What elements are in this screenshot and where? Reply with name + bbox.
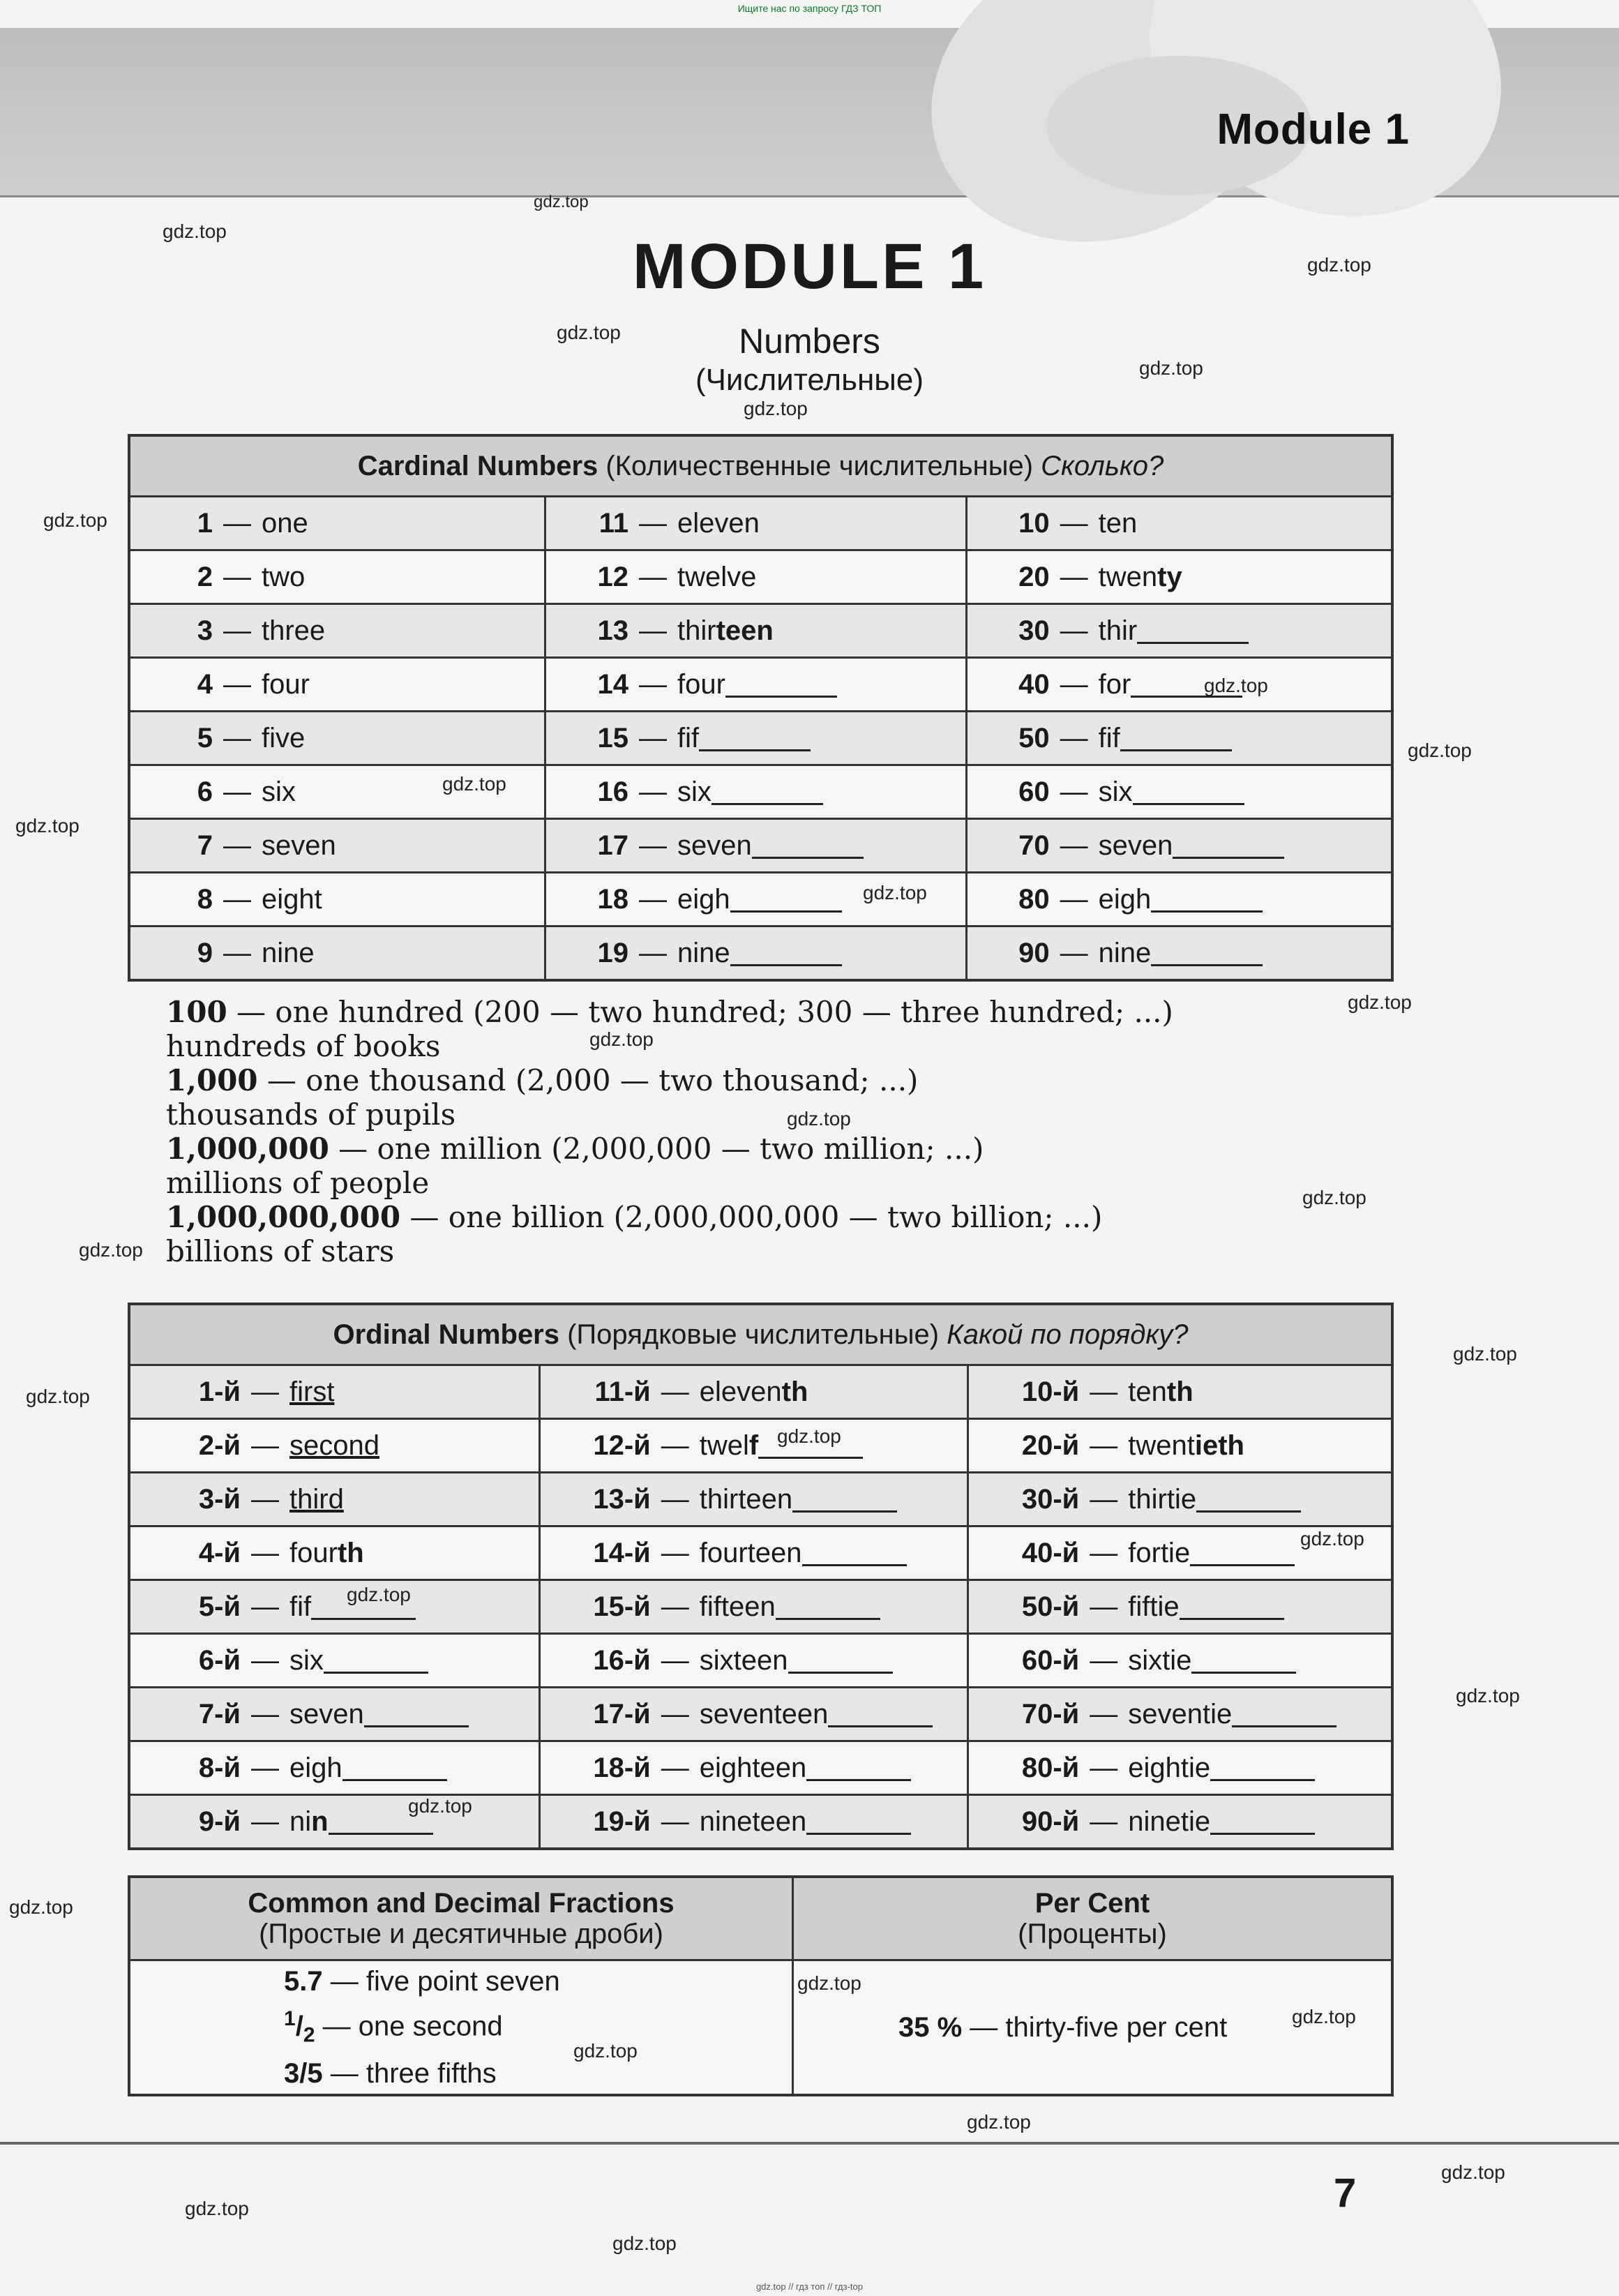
table-cell: 9 — nine: [129, 926, 545, 981]
watermark: gdz.top: [1348, 991, 1412, 1013]
large-number-line: billions of stars: [166, 1234, 395, 1268]
fill-in-blank[interactable]: [1232, 1702, 1336, 1727]
number-digit: 16-й: [593, 1644, 651, 1676]
watermark: gdz.top: [573, 2040, 638, 2062]
number-digit: 2: [197, 561, 213, 592]
watermark: gdz.top: [1441, 2161, 1505, 2183]
number-word: fifteen: [699, 1591, 776, 1622]
number-word: fourteen: [699, 1537, 802, 1568]
number-digit: 9: [197, 937, 213, 968]
number-word: ten: [1128, 1376, 1167, 1407]
table-cell: 20 — twen ty: [966, 550, 1392, 604]
number-digit: 90: [1018, 937, 1050, 968]
number-digit: 15-й: [593, 1591, 651, 1622]
number-word: eigh: [677, 883, 730, 915]
table-row: [129, 1795, 1392, 1849]
number-digit: 19: [597, 937, 628, 968]
table-row: [129, 1365, 1392, 1419]
table-cell: 30-й — thirtie: [968, 1473, 1392, 1526]
fill-in-blank[interactable]: [1151, 887, 1263, 913]
table-cell: 18-й — eighteen: [539, 1741, 968, 1795]
number-word: nine: [1098, 937, 1152, 968]
number-digit: 18-й: [593, 1752, 651, 1783]
fill-in-blank[interactable]: [802, 1540, 907, 1566]
number-word: ten: [1098, 507, 1138, 539]
table-cell: 7-й — seven: [129, 1688, 539, 1741]
ordinal-header-question: Какой по порядку?: [947, 1319, 1189, 1350]
fill-in-blank[interactable]: [806, 1809, 911, 1835]
number-word: eleven: [699, 1376, 782, 1407]
number-word: twen: [1098, 561, 1158, 592]
watermark: gdz.top: [15, 815, 80, 836]
number-digit: 9-й: [198, 1806, 241, 1837]
table-cell: 19-й — nineteen: [539, 1795, 968, 1849]
table-cell: 2 — two: [129, 550, 545, 604]
table-cell: 10-й — ten th: [968, 1365, 1392, 1419]
table-cell: 9-й — ni n: [129, 1795, 539, 1849]
table-row: [129, 819, 1392, 873]
fractions-header-ru: (Простые и десятичные дроби): [259, 1919, 663, 1949]
percent-header-title: Per Cent: [1034, 1888, 1150, 1919]
number-word: twent: [1128, 1430, 1195, 1461]
fill-in-blank[interactable]: [1180, 1594, 1284, 1620]
number-word: eighteen: [699, 1752, 807, 1783]
table-cell: 50-й — fiftie: [968, 1580, 1392, 1634]
number-digit: 70: [1018, 830, 1050, 861]
number-digit: 4: [197, 668, 213, 700]
number-digit: 7: [197, 830, 213, 861]
watermark: gdz.top: [1292, 2006, 1356, 2027]
section-title: Numbers: [739, 322, 880, 361]
table-cell: 8 — eight: [129, 873, 545, 926]
number-word: first: [289, 1376, 335, 1407]
table-row: [129, 873, 1392, 926]
cardinal-header-ru: (Количественные числительные): [598, 450, 1041, 481]
number-word: fif: [1098, 722, 1120, 753]
percent-header-ru: (Проценты): [1018, 1919, 1167, 1949]
fill-in-blank[interactable]: [730, 940, 842, 966]
number-digit: 7-й: [198, 1698, 241, 1729]
number-digit: 40-й: [1021, 1537, 1080, 1568]
number-word: thir: [1098, 615, 1138, 646]
number-word: four: [677, 668, 725, 700]
number-digit: 90-й: [1021, 1806, 1080, 1837]
number-word: eight: [262, 883, 322, 915]
number-word: six: [262, 776, 296, 807]
table-row: [129, 1741, 1392, 1795]
table-row: [129, 550, 1392, 604]
table-row: [129, 1634, 1392, 1688]
number-word: nineteen: [699, 1806, 807, 1837]
number-word: thir: [677, 615, 716, 646]
table-cell: 17 — seven: [545, 819, 967, 873]
number-digit: 40: [1018, 668, 1050, 700]
fractions-header: [129, 1877, 793, 1960]
number-digit: 1: [197, 507, 213, 539]
number-digit: 17: [597, 830, 628, 861]
table-cell: 90-й — ninetie: [968, 1795, 1392, 1849]
cardinal-header-question: Сколько?: [1041, 450, 1164, 481]
bottom-note: gdz.top // гдз топ // гдз-top: [755, 2281, 864, 2292]
table-cell: 50 — fif: [966, 712, 1392, 765]
number-digit: 30: [1018, 615, 1050, 646]
fill-in-blank[interactable]: [364, 1702, 469, 1727]
table-cell: 10 — ten: [966, 497, 1392, 550]
watermark: gdz.top: [79, 1239, 143, 1261]
table-row: [129, 712, 1392, 765]
table-row: [129, 658, 1392, 712]
table-cell: 5 — five: [129, 712, 545, 765]
number-word: seven: [1098, 830, 1173, 861]
number-word: fortie: [1128, 1537, 1191, 1568]
table-cell: 5-й — fif: [129, 1580, 539, 1634]
number-digit: 11: [598, 507, 628, 539]
table-cell: 90 — nine: [966, 926, 1392, 981]
number-suffix: th: [337, 1537, 364, 1568]
number-word: fif: [677, 722, 700, 753]
watermark: gdz.top: [442, 773, 506, 795]
watermark: gdz.top: [1453, 1343, 1517, 1365]
number-digit: 5: [197, 722, 213, 753]
table-cell: 17-й — seventeen: [539, 1688, 968, 1741]
number-word: two: [262, 561, 306, 592]
number-digit: 20-й: [1021, 1430, 1080, 1461]
ordinal-header: [129, 1304, 1392, 1365]
number-digit: 50: [1018, 722, 1050, 753]
fill-in-blank[interactable]: [1196, 1487, 1301, 1513]
page-number: 7: [1334, 2170, 1357, 2216]
table-row: [129, 1580, 1392, 1634]
watermark: gdz.top: [1139, 357, 1203, 379]
table-row: [129, 497, 1392, 550]
number-digit: 15: [597, 722, 628, 753]
number-word: one: [262, 507, 308, 539]
number-word: ni: [289, 1806, 312, 1837]
number-word: seven: [262, 830, 336, 861]
watermark: gdz.top: [43, 509, 107, 531]
number-word: seventie: [1128, 1698, 1233, 1729]
watermark: gdz.top: [1307, 254, 1371, 276]
fill-in-blank[interactable]: [1137, 618, 1249, 644]
number-word: nine: [677, 937, 730, 968]
fill-in-blank[interactable]: [699, 726, 811, 751]
watermark: gdz.top: [347, 1584, 411, 1605]
number-word: six: [677, 776, 711, 807]
number-word: nine: [262, 937, 315, 968]
number-digit: 30-й: [1021, 1483, 1080, 1515]
number-suffix: th: [1166, 1376, 1193, 1407]
watermark: gdz.top: [1408, 740, 1472, 761]
fill-in-blank[interactable]: [1210, 1755, 1315, 1781]
cardinal-header-title: Cardinal Numbers: [357, 450, 598, 481]
fractions-percent-table: [128, 1875, 1394, 2096]
cardinal-numbers-table: [128, 434, 1394, 982]
table-cell: 15-й — fifteen: [539, 1580, 968, 1634]
table-cell: 13 — thir teen: [545, 604, 967, 658]
number-word: second: [289, 1430, 379, 1461]
table-cell: 14-й — fourteen: [539, 1526, 968, 1580]
number-digit: 17-й: [593, 1698, 651, 1729]
number-word: thirteen: [699, 1483, 793, 1515]
number-digit: 2-й: [198, 1430, 241, 1461]
ordinal-header-title: Ordinal Numbers: [333, 1319, 559, 1350]
number-word: sixtie: [1128, 1644, 1192, 1676]
table-cell: 15 — fif: [545, 712, 967, 765]
number-digit: 10-й: [1021, 1376, 1080, 1407]
number-suffix: n: [311, 1806, 329, 1837]
number-word: thirtie: [1128, 1483, 1197, 1515]
table-cell: 30 — thir: [966, 604, 1392, 658]
number-word: twel: [699, 1430, 749, 1461]
number-digit: 13-й: [593, 1483, 651, 1515]
number-digit: 10: [1018, 507, 1050, 539]
watermark: gdz.top: [744, 398, 808, 419]
table-cell: 80 — eigh: [966, 873, 1392, 926]
table-cell: 6-й — six: [129, 1634, 539, 1688]
number-digit: 70-й: [1021, 1698, 1080, 1729]
fill-in-blank[interactable]: [730, 887, 842, 913]
number-word: eleven: [677, 507, 760, 539]
table-cell: 16-й — sixteen: [539, 1634, 968, 1688]
table-row: [129, 1688, 1392, 1741]
watermark: gdz.top: [612, 2233, 677, 2254]
number-digit: 4-й: [198, 1537, 241, 1568]
table-row: [129, 1526, 1392, 1580]
fill-in-blank[interactable]: [752, 833, 864, 859]
table-cell: 20-й — twent ieth: [968, 1419, 1392, 1473]
number-word: fiftie: [1128, 1591, 1180, 1622]
table-cell: 80-й — eightie: [968, 1741, 1392, 1795]
table-cell: 60-й — sixtie: [968, 1634, 1392, 1688]
watermark: gdz.top: [534, 193, 589, 211]
table-cell: 4-й — four th: [129, 1526, 539, 1580]
number-suffix: ty: [1157, 561, 1182, 592]
number-digit: 80-й: [1021, 1752, 1080, 1783]
large-number-line: millions of people: [166, 1166, 430, 1200]
number-digit: 18: [597, 883, 628, 915]
fill-in-blank[interactable]: [792, 1487, 897, 1513]
table-cell: 12-й — twel f: [539, 1419, 968, 1473]
fraction-decimal: 5.7 — five point seven: [284, 1966, 560, 1997]
number-suffix: teen: [716, 615, 774, 646]
number-word: six: [1098, 776, 1133, 807]
number-digit: 20: [1018, 561, 1050, 592]
fraction-three-fifths: 3/5 — three fifths: [284, 2057, 497, 2089]
table-cell: 13-й — thirteen: [539, 1473, 968, 1526]
table-cell: 3-й — third: [129, 1473, 539, 1526]
number-digit: 6: [197, 776, 213, 807]
number-word: third: [289, 1483, 344, 1515]
watermark: gdz.top: [589, 1028, 654, 1050]
fill-in-blank[interactable]: [324, 1648, 428, 1674]
fill-in-blank[interactable]: [788, 1648, 893, 1674]
watermark: gdz.top: [863, 882, 927, 903]
fill-in-blank[interactable]: [828, 1702, 933, 1727]
table-cell: 3 — three: [129, 604, 545, 658]
fill-in-blank[interactable]: [711, 779, 823, 805]
fill-in-blank[interactable]: [342, 1755, 447, 1781]
number-digit: 12-й: [593, 1430, 651, 1461]
table-row: [129, 926, 1392, 981]
watermark: gdz.top: [408, 1795, 472, 1817]
table-row: [129, 1419, 1392, 1473]
large-number-line: 1,000,000,000 — one billion (2,000,000,000 — two billion; ...): [166, 1200, 1103, 1234]
number-digit: 8: [197, 883, 213, 915]
number-word: eigh: [1098, 883, 1152, 915]
number-suffix: f: [748, 1430, 759, 1461]
fill-in-blank[interactable]: [1191, 1648, 1296, 1674]
table-cell: 2-й — second: [129, 1419, 539, 1473]
number-word: three: [262, 615, 326, 646]
number-word: sixteen: [699, 1644, 788, 1676]
number-word: eightie: [1128, 1752, 1211, 1783]
table-cell: 11-й — eleven th: [539, 1365, 968, 1419]
section-subtitle: (Числительные): [695, 363, 924, 397]
table-cell: 12 — twelve: [545, 550, 967, 604]
number-word: four: [262, 668, 310, 700]
number-digit: 60: [1018, 776, 1050, 807]
ordinal-numbers-table: [128, 1303, 1394, 1850]
table-cell: 70-й — seventie: [968, 1688, 1392, 1741]
table-row: [129, 1473, 1392, 1526]
number-digit: 16: [597, 776, 628, 807]
fill-in-blank[interactable]: [1151, 940, 1263, 966]
fill-in-blank[interactable]: [1190, 1540, 1295, 1566]
table-row: [129, 765, 1392, 819]
watermark: gdz.top: [26, 1386, 90, 1407]
number-digit: 1-й: [198, 1376, 241, 1407]
watermark: gdz.top: [185, 2198, 249, 2219]
number-digit: 11-й: [594, 1376, 651, 1407]
table-cell: 19 — nine: [545, 926, 967, 981]
number-digit: 60-й: [1021, 1644, 1080, 1676]
ordinal-header-ru: (Порядковые числительные): [559, 1319, 947, 1350]
percent-header: [793, 1877, 1393, 1960]
number-word: fif: [289, 1591, 312, 1622]
fill-in-blank[interactable]: [776, 1594, 880, 1620]
large-number-line: 1,000,000 — one million (2,000,000 — two million; ...): [166, 1132, 984, 1166]
watermark: gdz.top: [163, 220, 227, 242]
fill-in-blank[interactable]: [1210, 1809, 1315, 1835]
watermark: gdz.top: [787, 1108, 851, 1130]
number-word: six: [289, 1644, 324, 1676]
table-cell: 7 — seven: [129, 819, 545, 873]
footer-rule: [0, 2142, 1619, 2145]
number-suffix: th: [781, 1376, 808, 1407]
table-cell: 14 — four: [545, 658, 967, 712]
top-note: Ищите нас по запросу ГДЗ ТОП: [737, 3, 882, 14]
watermark: gdz.top: [797, 1972, 861, 1994]
table-cell: 8-й — eigh: [129, 1741, 539, 1795]
fill-in-blank[interactable]: [725, 672, 837, 698]
number-digit: 14-й: [593, 1537, 651, 1568]
watermark: gdz.top: [967, 2111, 1031, 2133]
fraction-common: $^1/_2$ — one second: [284, 2007, 503, 2047]
watermark: gdz.top: [1300, 1528, 1364, 1550]
watermark: gdz.top: [1456, 1685, 1520, 1706]
table-cell: 1 — one: [129, 497, 545, 550]
fill-in-blank[interactable]: [1173, 833, 1284, 859]
table-cell: 60 — six: [966, 765, 1392, 819]
table-cell: 40 — for: [966, 658, 1392, 712]
number-digit: 6-й: [198, 1644, 241, 1676]
large-number-line: 1,000 — one thousand (2,000 — two thousand; ...): [166, 1063, 919, 1097]
number-word: ninetie: [1128, 1806, 1211, 1837]
large-number-line: thousands of pupils: [166, 1097, 456, 1132]
fractions-header-title: Common and Decimal Fractions: [248, 1888, 675, 1919]
large-number-line: hundreds of books: [166, 1029, 441, 1063]
number-digit: 19-й: [593, 1806, 651, 1837]
number-digit: 80: [1018, 883, 1050, 915]
watermark: gdz.top: [557, 322, 621, 343]
table-cell: 4 — four: [129, 658, 545, 712]
page-title: MODULE 1: [632, 231, 987, 302]
number-digit: 8-й: [198, 1752, 241, 1783]
watermark: gdz.top: [1204, 675, 1268, 696]
number-digit: 14: [597, 668, 628, 700]
number-word: four: [289, 1537, 338, 1568]
table-cell: 16 — six: [545, 765, 967, 819]
number-word: seventeen: [699, 1698, 829, 1729]
watermark: gdz.top: [9, 1896, 73, 1918]
number-digit: 13: [597, 615, 628, 646]
watermark: gdz.top: [777, 1425, 841, 1447]
fractions-cell: [129, 1960, 793, 2096]
number-digit: 3: [197, 615, 213, 646]
number-digit: 5-й: [198, 1591, 241, 1622]
fill-in-blank[interactable]: [1120, 726, 1232, 751]
fill-in-blank[interactable]: [806, 1755, 911, 1781]
table-cell: 1-й — first: [129, 1365, 539, 1419]
number-word: twelve: [677, 561, 757, 592]
module-tab: Module 1: [1217, 105, 1410, 153]
table-cell: 6 — six: [129, 765, 545, 819]
fill-in-blank[interactable]: [1133, 779, 1244, 805]
cardinal-header: [129, 435, 1392, 497]
number-word: seven: [289, 1698, 364, 1729]
number-digit: 3-й: [198, 1483, 241, 1515]
large-numbers-list: [166, 995, 1173, 1268]
number-word: eigh: [289, 1752, 342, 1783]
table-cell: 40-й — fortie: [968, 1526, 1392, 1580]
table-cell: 70 — seven: [966, 819, 1392, 873]
watermark: gdz.top: [1302, 1187, 1366, 1208]
number-word: seven: [677, 830, 752, 861]
percent-example: 35 % — thirty-five per cent: [898, 2012, 1228, 2043]
number-word: for: [1098, 668, 1131, 700]
number-word: five: [262, 722, 306, 753]
table-cell: 18 — eigh: [545, 873, 967, 926]
number-suffix: ieth: [1194, 1430, 1244, 1461]
number-digit: 12: [597, 561, 628, 592]
large-number-line: 100 — one hundred (200 — two hundred; 300 — three hundred; ...): [166, 995, 1173, 1029]
table-cell: 11 — eleven: [545, 497, 967, 550]
table-row: [129, 604, 1392, 658]
number-digit: 50-й: [1021, 1591, 1080, 1622]
